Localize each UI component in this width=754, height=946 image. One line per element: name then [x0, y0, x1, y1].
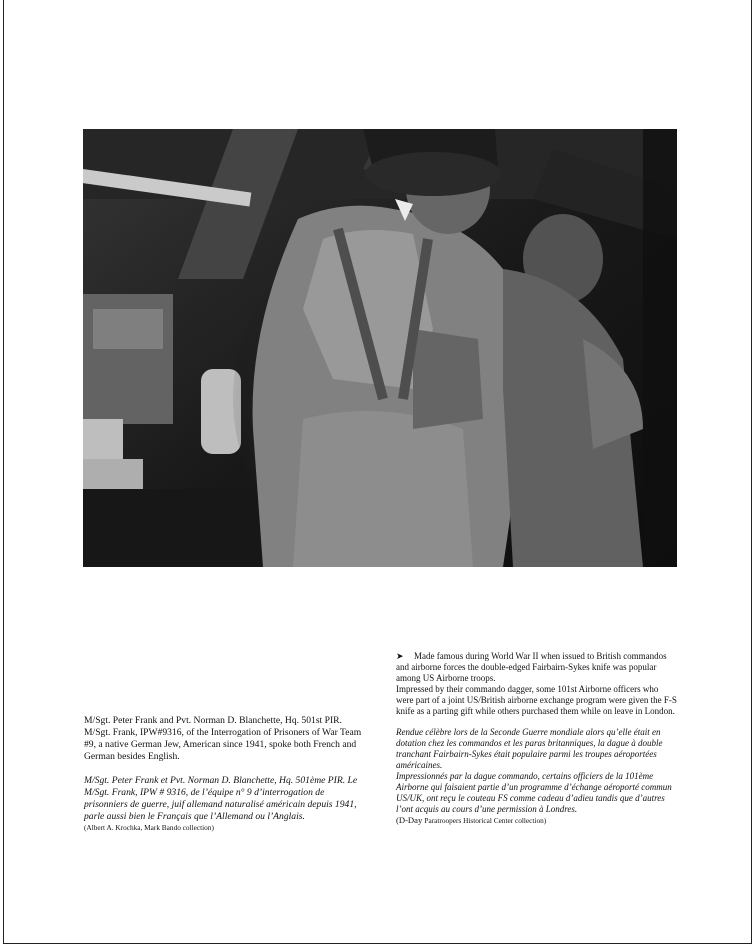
caption-right-credit-rest: Paratroopers Historical Center collection) — [424, 816, 547, 825]
bullet-arrow-icon: ➤ — [396, 651, 404, 661]
caption-left — [84, 715, 364, 832]
caption-left-credit: (Albert A. Krochka, Mark Bando collection) — [84, 823, 214, 832]
caption-right-english-1 — [396, 651, 678, 684]
caption-right-french-1: Rendue célèbre lors de la Seconde Guerre mondiale alors qu’elle était en dotation chez les commandos et les paras britanniques, la dague à double tranchant Fairbairn-Sykes était populaire parmi les troupes aéroportées américaines. — [396, 727, 663, 770]
caption-left-french: M/Sgt. Peter Frank et Pvt. Norman D. Blanchette, Hq. 501ème PIR. Le M/Sgt. Frank, IPW # 9316, de l’équipe n° 9 d’interrogation de prisonniers de guerre, juif allemand naturalisé américain depuis 1941, parle aussi bien le Français que l’Allemand ou l’Anglais. — [84, 775, 358, 822]
caption-right-french-2: Impressionnés par la dague commando, certains officiers de la 101ème Airborne qui faisaient partie d’un programme d’échange aéroporté commun US/UK, ont reçu le couteau FS comme cadeau d’adieu tandis que d’autres l’ont acquis au cours d’une permission à Londres. — [396, 771, 672, 814]
paratroopers-photo — [83, 129, 677, 567]
caption-right-credit-open: (D-Day — [396, 815, 425, 825]
caption-right-english-1-text: Made famous during World War II when issued to British commandos and airborne forces the double-edged Fairbairn-Sykes knife was popular among US Airborne troops. — [396, 651, 667, 683]
paratroopers-photo-icon — [83, 129, 677, 567]
caption-right-english-2: Impressed by their commando dagger, some 101st Airborne officers who were part of a joint US/British airborne exchange program were given the F-S knife as a parting gift while others purchased them while on leave in London. — [396, 684, 677, 716]
caption-right — [396, 651, 678, 826]
caption-right-credit — [396, 815, 678, 826]
caption-left-english: M/Sgt. Peter Frank and Pvt. Norman D. Blanchette, Hq. 501st PIR. M/Sgt. Frank, IPW#9316, of the Interrogation of Prisoners of War Team #9, a native German Jew, American since 1941, spoke both French and German besides English. — [84, 715, 362, 762]
